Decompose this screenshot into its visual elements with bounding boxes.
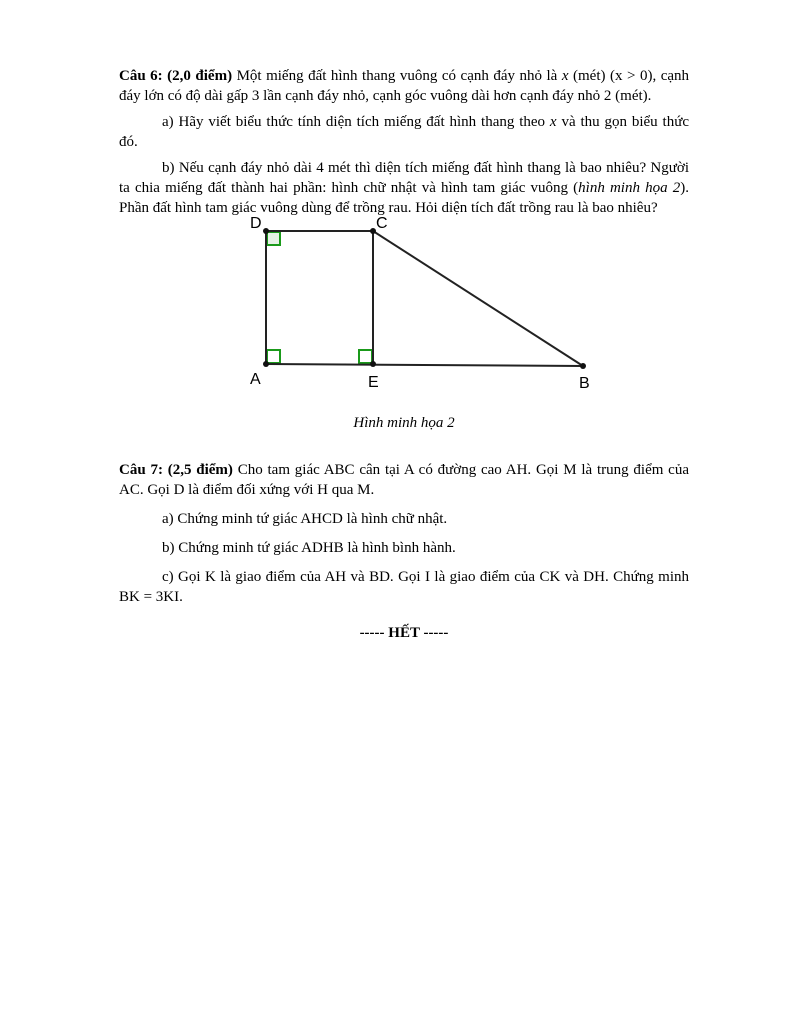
q7-part-a: a) Chứng minh tứ giác AHCD là hình chữ nhật. bbox=[162, 511, 448, 527]
label-c: C bbox=[376, 215, 388, 232]
q7-intro bbox=[119, 460, 689, 500]
q6-part-b-text2: ). Phần đất hình tam giác vuông dùng để trồng rau. Hỏi diện tích đất trồng rau là bao nhiêu? bbox=[119, 180, 689, 216]
label-d: D bbox=[250, 215, 262, 232]
figure-caption: Hình minh họa 2 bbox=[353, 415, 455, 431]
exam-page bbox=[119, 66, 689, 643]
right-angle-marker-e bbox=[359, 350, 372, 363]
label-a: A bbox=[250, 371, 261, 388]
q6-title: Câu 6: (2,0 điểm) bbox=[119, 68, 233, 84]
figure-trapezoid bbox=[119, 215, 689, 446]
q7-intro-text: Cho tam giác ABC cân tại A có đường cao AH. Gọi M là trung điểm của AC. Gọi D là điểm đối xứng với H qua M. bbox=[119, 462, 689, 498]
right-angle-marker-a bbox=[267, 350, 280, 363]
point-d bbox=[263, 228, 269, 234]
q6-intro-text: Một miếng đất hình thang vuông có cạnh đáy nhỏ là x (mét) (x > 0), cạnh đáy lớn có độ dài gấp 3 lần cạnh đáy nhỏ, cạnh góc vuông dài hơn cạnh đáy nhỏ 2 (mét). bbox=[119, 68, 690, 104]
q6-part-a: a) Hãy viết biểu thức tính diện tích miếng đất hình thang theo x và thu gọn biểu thức đó. bbox=[119, 114, 689, 150]
q7-part-c: c) Gọi K là giao điểm của AH và BD. Gọi I là giao điểm của CK và DH. Chứng minh BK = 3KI. bbox=[119, 569, 689, 605]
point-a bbox=[263, 361, 269, 367]
label-b: B bbox=[579, 375, 590, 392]
label-e: E bbox=[368, 374, 379, 391]
segment-cb bbox=[373, 231, 583, 366]
q6-part-b-ref: hình minh họa 2 bbox=[578, 180, 681, 196]
point-e bbox=[370, 361, 376, 367]
q7-title: Câu 7: (2,5 điểm) bbox=[119, 462, 233, 478]
segment-ab bbox=[266, 364, 583, 366]
q7-part-b: b) Chứng minh tứ giác ADHB là hình bình hành. bbox=[162, 540, 456, 556]
trapezoid-diagram bbox=[119, 215, 689, 446]
q6-part-b-text1: b) Nếu cạnh đáy nhỏ dài 4 mét thì diện tích miếng đất hình thang là bao nhiêu? Người ta chia miếng đất thành hai phần: hình chữ nhật và hình tam giác vuông ( bbox=[119, 160, 689, 196]
right-angle-marker-d bbox=[267, 232, 280, 245]
end-marker: ----- HẾT ----- bbox=[359, 625, 449, 641]
point-b bbox=[580, 363, 586, 369]
q6-part-b bbox=[119, 158, 689, 218]
q6-intro bbox=[119, 66, 689, 106]
